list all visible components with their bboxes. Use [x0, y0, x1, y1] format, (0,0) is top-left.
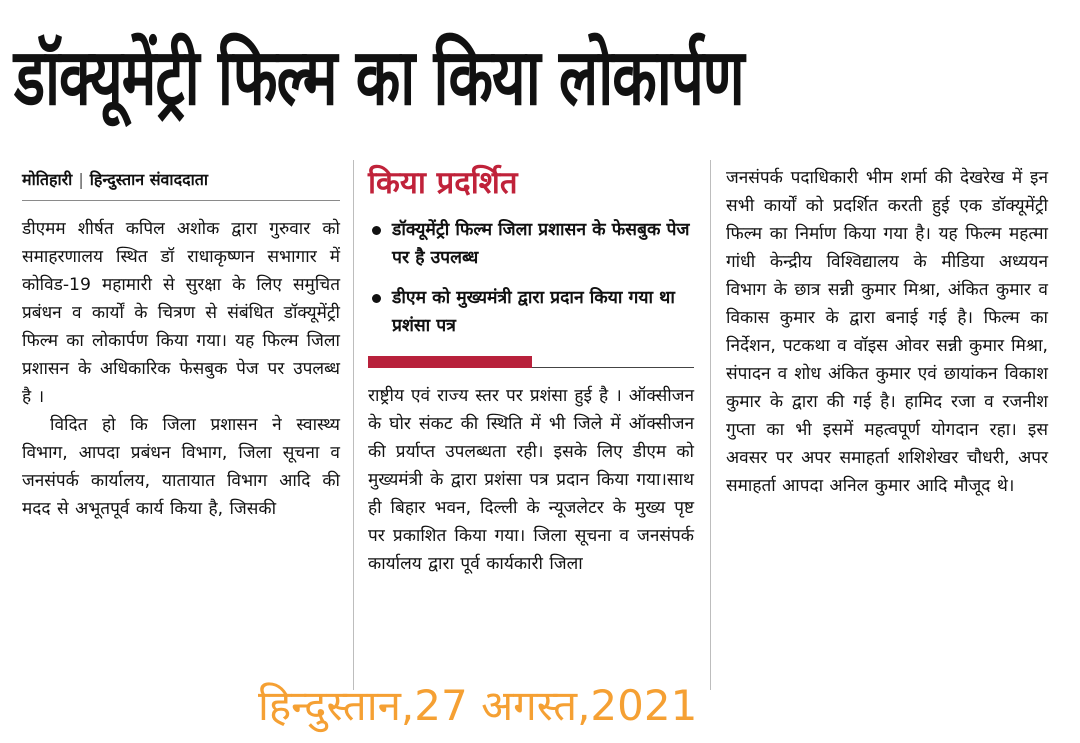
column3-paragraph: जनसंपर्क पदाधिकारी भीम शर्मा की देखरेख में इन सभी कार्यों को प्रदर्शित करती हुई एक डॉक्यूमेंट्री फिल्म का निर्माण किया गया है। यह फिल्म महत्मा गांधी केन्द्रीय विश्विद्यालय के मीडिया अध्ययन विभाग के छात्र सन्नी कुमार मिश्रा, अंकित कुमार व विकास कुमार के द्वारा बनाई गई है। फिल्म का निर्देशन, पटकथा व वॉइस ओवर सन्नी कुमार मिश्रा, संपादन व शोध अंकित कुमार एवं छायांकन विकाश कुमार के द्वारा की गई है। हामिद रजा व रजनीश गुप्ता का भी इसमें महत्वपूर्ण योगदान रहा। इस अवसर पर अपर समाहर्ता शशिशेखर चौधरी, अपर समाहर्ता आपदा अनिल कुमार आदि मौजूद थे।	[726, 168, 1048, 496]
bullet-icon	[372, 226, 381, 235]
byline	[22, 160, 340, 201]
divider-line	[532, 367, 694, 368]
byline-separator: |	[78, 170, 84, 189]
article-column-3	[726, 160, 1048, 500]
column1-paragraph-1: डीएमम शीर्षत कपिल अशोक द्वारा गुरुवार को समाहरणालय स्थित डॉ राधाकृष्णन सभागार में कोविड-19 महामारी से सुरक्षा के लिए समुचित प्रबंधन व कार्यों के चित्रण से संबंधित डॉक्यूमेंट्री फिल्म का लोकार्पण किया गया। यह फिल्म जिला प्रशासन के अधिकारिक फेसबुक पेज पर उपलब्ध है ।	[22, 219, 340, 407]
bullet-icon	[372, 294, 381, 303]
column1-paragraph-2: विदित हो कि जिला प्रशासन ने स्वास्थ्य विभाग, आपदा प्रबंधन विभाग, जिला सूचना व जनसंपर्क कार्यालय, यातायात विभाग आदि की मदद से अभूतपूर्व कार्य किया है, जिसकी	[22, 415, 340, 519]
article-column-1	[22, 160, 340, 523]
highlight-item	[368, 284, 694, 340]
date-watermark: हिन्दुस्तान,27 अगस्त,2021	[258, 681, 698, 730]
headline: डॉक्यूमेंट्री फिल्म का किया लोकार्पण	[14, 31, 744, 123]
column-divider-2	[710, 160, 711, 690]
highlight-text: डीएम को मुख्यमंत्री द्वारा प्रदान किया गया था प्रशंसा पत्र	[392, 288, 675, 336]
article-column-2	[368, 160, 694, 578]
highlight-text: डॉक्यूमेंट्री फिल्म जिला प्रशासन के फेसबुक पेज पर है उपलब्ध	[392, 220, 690, 268]
highlight-item	[368, 216, 694, 272]
column-divider-1	[353, 160, 354, 690]
column2-paragraph: राष्ट्रीय एवं राज्य स्तर पर प्रशंसा हुई है । ऑक्सीजन के घोर संकट की स्थिति में भी जिले में ऑक्सीजन की प्रर्याप्त उपलब्धता रही। इसके लिए डीएम को मुख्यमंत्री के द्वारा प्रशंसा पत्र प्रदान किया गया।साथ ही बिहार भवन, दिल्ली के न्यूजलेटर के मुख्य पृष्ट पर प्रकाशित किया गया। जिला सूचना व जनसंपर्क कार्यालय द्वारा पूर्व कार्यकारी जिला	[368, 386, 694, 574]
divider-accent-bar	[368, 356, 532, 368]
byline-author: हिन्दुस्तान संवाददाता	[89, 170, 208, 189]
section-divider	[368, 352, 694, 370]
highlights-list	[368, 216, 694, 340]
sub-heading: किया प्रदर्शित	[368, 165, 518, 201]
byline-location: मोतिहारी	[22, 170, 73, 189]
